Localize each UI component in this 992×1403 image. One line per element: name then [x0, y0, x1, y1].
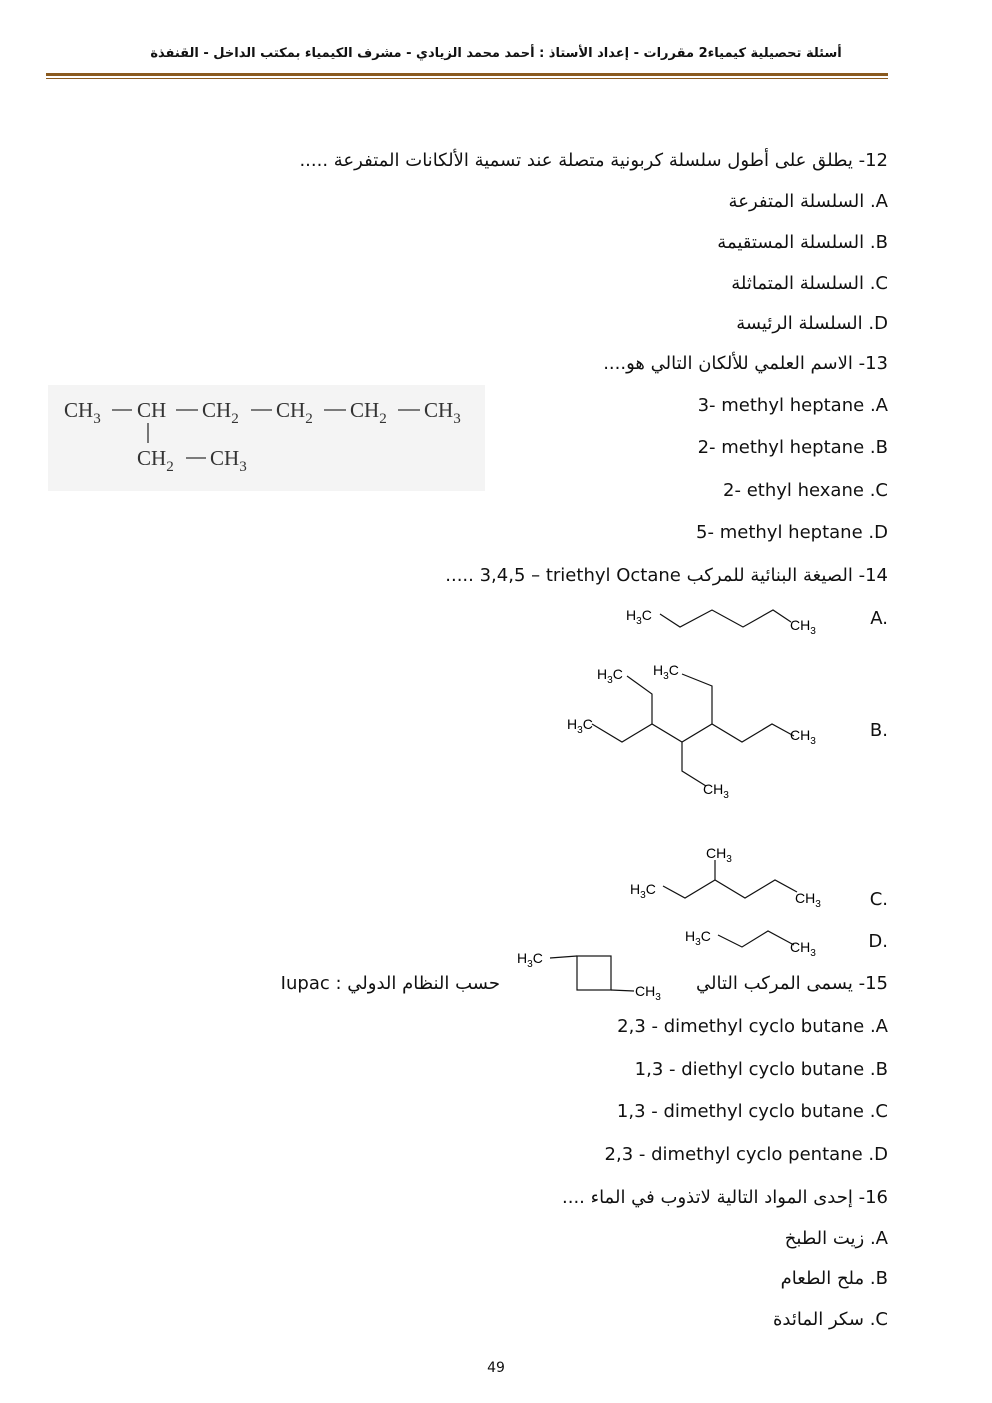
page-number: 49 — [487, 1360, 505, 1376]
formula-group-5: $CH_2$ — [350, 398, 387, 427]
q15-option-d: D. 2,3 - dimethyl cyclo pentane — [604, 1144, 888, 1165]
q16-option-c: C. سكر المائدة — [773, 1309, 888, 1330]
q14-option-b-letter: B. — [869, 720, 888, 741]
q14c-label-ch3: $CH_3$ — [795, 890, 821, 910]
q13-condensed-formula — [48, 385, 485, 491]
q14b-label-ch3-2: $CH_3$ — [703, 781, 729, 801]
q15-label-h3c: $H_3C$ — [517, 950, 543, 970]
question-14-stem: 14- الصيغة البنائية للمركب 3,4,5 – triethyl Octane ..... — [445, 565, 888, 586]
formula-branch-1: $CH_2$ — [137, 446, 174, 475]
q14d-label-h3c: $H_3C$ — [685, 928, 711, 948]
q15-option-c: C. 1,3 - dimethyl cyclo butane — [616, 1101, 888, 1122]
q14b-label-h3c-3: $H_3C$ — [567, 716, 593, 736]
q14a-label-ch3: $CH_3$ — [790, 617, 816, 637]
q14d-label-ch3: $CH_3$ — [790, 939, 816, 959]
q14a-label-h3c: $H_3C$ — [626, 607, 652, 627]
formula-group-4: $CH_2$ — [276, 398, 313, 427]
formula-group-6: $CH_3$ — [424, 398, 461, 427]
q15-cyclobutane-structure — [512, 944, 682, 1004]
q14-option-b-structure — [562, 656, 832, 801]
question-16-stem: 16- إحدى المواد التالية لاتذوب في الماء .... — [562, 1187, 888, 1208]
q14-option-d-structure — [680, 917, 840, 959]
header-rule-thick — [46, 73, 888, 76]
page-header: أسئلة تحصيلية كيمياء2 مقررات - إعداد الأستاذ : أحمد محمد الزيادي - مشرف الكيمياء بمكتب الداخل - القنفذة — [150, 46, 842, 61]
q12-option-a: A. السلسلة المتفرعة — [728, 191, 888, 212]
header-rule-thin — [46, 78, 888, 79]
question-15-stem: 15- يسمى المركب التالي — [696, 973, 888, 994]
question-12-stem: 12- يطلق على أطول سلسلة كربونية متصلة عند تسمية الألكانات المتفرعة ..... — [299, 150, 888, 171]
q13-option-d: D. 5- methyl heptane — [696, 522, 888, 543]
q14b-label-h3c-1: $H_3C$ — [597, 666, 623, 686]
q14b-label-ch3-1: $CH_3$ — [790, 727, 816, 747]
q12-option-d: D. السلسلة الرئيسة — [736, 313, 888, 334]
q14-option-c-structure — [625, 840, 840, 915]
q13-option-c: C. 2- ethyl hexane — [723, 480, 888, 501]
q12-option-c: C. السلسلة المتماثلة — [731, 273, 888, 294]
q14c-label-ch3-top: $CH_3$ — [706, 845, 732, 865]
q14-option-c-letter: C. — [869, 889, 888, 910]
formula-group-1: $CH_3$ — [64, 398, 101, 427]
q15-label-ch3: $CH_3$ — [635, 983, 661, 1003]
formula-branch-2: $CH_3$ — [210, 446, 247, 475]
formula-group-3: $CH_2$ — [202, 398, 239, 427]
q14-option-a-letter: A. — [870, 608, 888, 629]
question-15-stem-tail: حسب النظام الدولي Iupac : — [280, 973, 500, 994]
q16-option-a: A. زيت الطبخ — [784, 1228, 888, 1249]
q14-option-a-structure — [620, 598, 835, 638]
q13-option-b: B. 2- methyl heptane — [697, 437, 888, 458]
q12-option-b: B. السلسلة المستقيمة — [717, 232, 888, 253]
q14c-label-h3c: $H_3C$ — [630, 881, 656, 901]
formula-group-2: CH — [137, 398, 167, 422]
q15-option-b: B. 1,3 - diethyl cyclo butane — [634, 1059, 888, 1080]
q16-option-b: B. ملح الطعام — [780, 1268, 888, 1289]
q13-option-a: A. 3- methyl heptane — [697, 395, 888, 416]
q14b-label-h3c-2: $H_3C$ — [653, 662, 679, 682]
question-13-stem: 13- الاسم العلمي للألكان التالي هو.... — [603, 353, 888, 374]
q15-option-a: A. 2,3 - dimethyl cyclo butane — [617, 1016, 888, 1037]
q14-option-d-letter: D. — [868, 931, 888, 952]
